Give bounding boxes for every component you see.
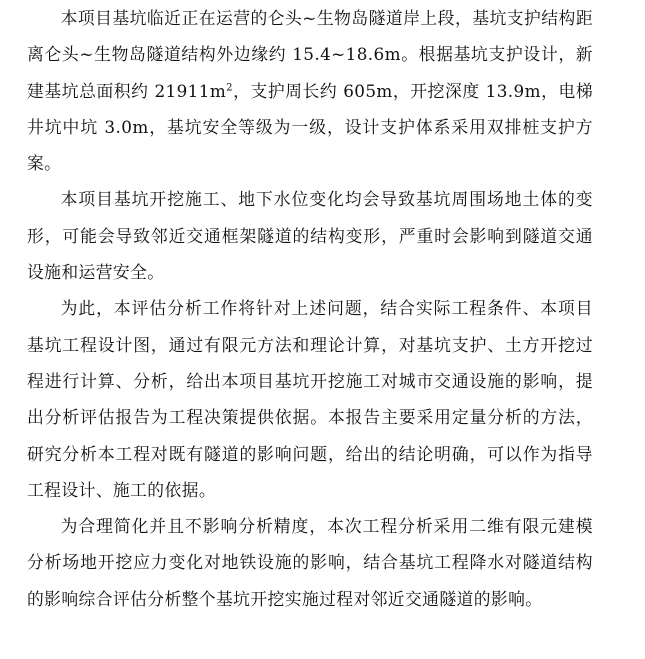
paragraph-project-overview — [27, 0, 593, 181]
paragraph-analysis-method: 为合理简化并且不影响分析精度，本次工程分析采用二维有限元建模分析场地开挖应力变化对地铁设施的影响，结合基坑工程降水对隧道结构的影响综合评估分析整个基坑开挖实施过程对邻近交通隧道的影响。 — [27, 516, 593, 609]
area-unit-superscript: 2 — [226, 82, 233, 93]
paragraph-assessment-scope: 为此，本评估分析工作将针对上述问题，结合实际工程条件、本项目基坑工程设计图，通过有限元方法和理论计算，对基坑支护、土方开挖过程进行计算、分析，给出本项目基坑开挖施工对城市交通设施的影响，提出分析评估报告为工程决策提供依据。本报告主要采用定量分析的方法，研究分析本工程对既有隧道的影响问题，给出的结论明确，可以作为指导工程设计、施工的依据。 — [27, 298, 593, 500]
paragraph-project-overview-text: 本项目基坑临近正在运营的仑头~生物岛隧道岸上段，基坑支护结构距离仑头~生物岛隧道结构外边缘约 15.4~18.6m。根据基坑支护设计，新建基坑总面积约 21911m — [27, 8, 593, 101]
paragraph-deformation-risk: 本项目基坑开挖施工、地下水位变化均会导致基坑周围场地土体的变形，可能会导致邻近交通框架隧道的结构变形，严重时会影响到隧道交通设施和运营安全。 — [27, 189, 593, 283]
document-page — [27, 0, 593, 617]
paragraph-project-overview-text-continued: ，支护周长约 605m，开挖深度 13.9m，电梯井坑中坑 3.0m，基坑安全等级为一级，设计支护体系采用双排桩支护方案。 — [27, 80, 594, 174]
